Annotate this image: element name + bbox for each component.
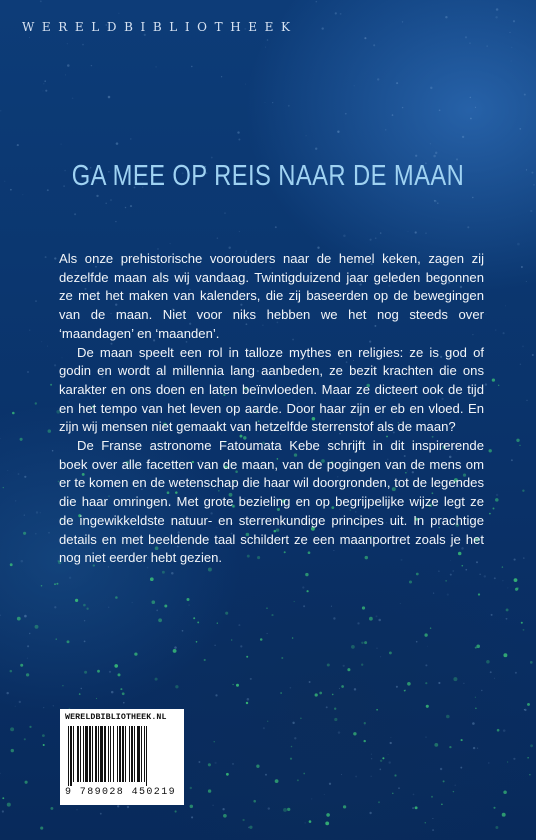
blurb-paragraph: De Franse astronome Fatoumata Kebe schrijft in dit inspirerende boek over alle facetten van de maan, van de pogingen van de mens om er te komen en de wetenschap die haar wil doorgronden, tot de legendes die haar omringen. Met grote bezieling en op begrijpelijke wijze legt ze de ingewikkeldste natuur- en sterrenkundige principes uit. In prachtige details en met beeldende taal schildert ze een maanportret zoals je het nog niet eerder hebt gezien.: [59, 438, 484, 566]
blurb-text: [59, 250, 484, 568]
publisher-name: WERELDBIBLIOTHEEK: [22, 20, 298, 34]
isbn-barcode: [65, 726, 179, 786]
barcode-label: [60, 709, 184, 805]
blurb-paragraph: Als onze prehistorische voorouders naar de hemel keken, zagen zij dezelfde maan als wij vandaag. Twintigduizend jaar geleden begonnen ze met het maken van kalenders, die zij baseerden op de bewegingen van de maan. Niet voor niks hebben we het nog steeds over ‘maandagen’ en ‘maanden’.: [59, 251, 484, 341]
blurb-paragraph: De maan speelt een rol in talloze mythes en religies: ze is god of godin en wordt al millennia lang aanbeden, ze bezit krachten die ons karakter en ons doen en laten beïnvloeden. Maar ze dicteert ook de tijd en het tempo van het leven op aarde. Door haar zijn er eb en vloed. En zijn wij mensen niet gemaakt van hetzelfde sterrenstof als de maan?: [59, 344, 484, 435]
back-cover-headline: GA MEE OP REIS NAAR DE MAAN: [71, 160, 465, 192]
publisher-website: WERELDBIBLIOTHEEK.NL: [65, 713, 167, 722]
isbn-number: 9 789028 450219: [65, 787, 177, 798]
